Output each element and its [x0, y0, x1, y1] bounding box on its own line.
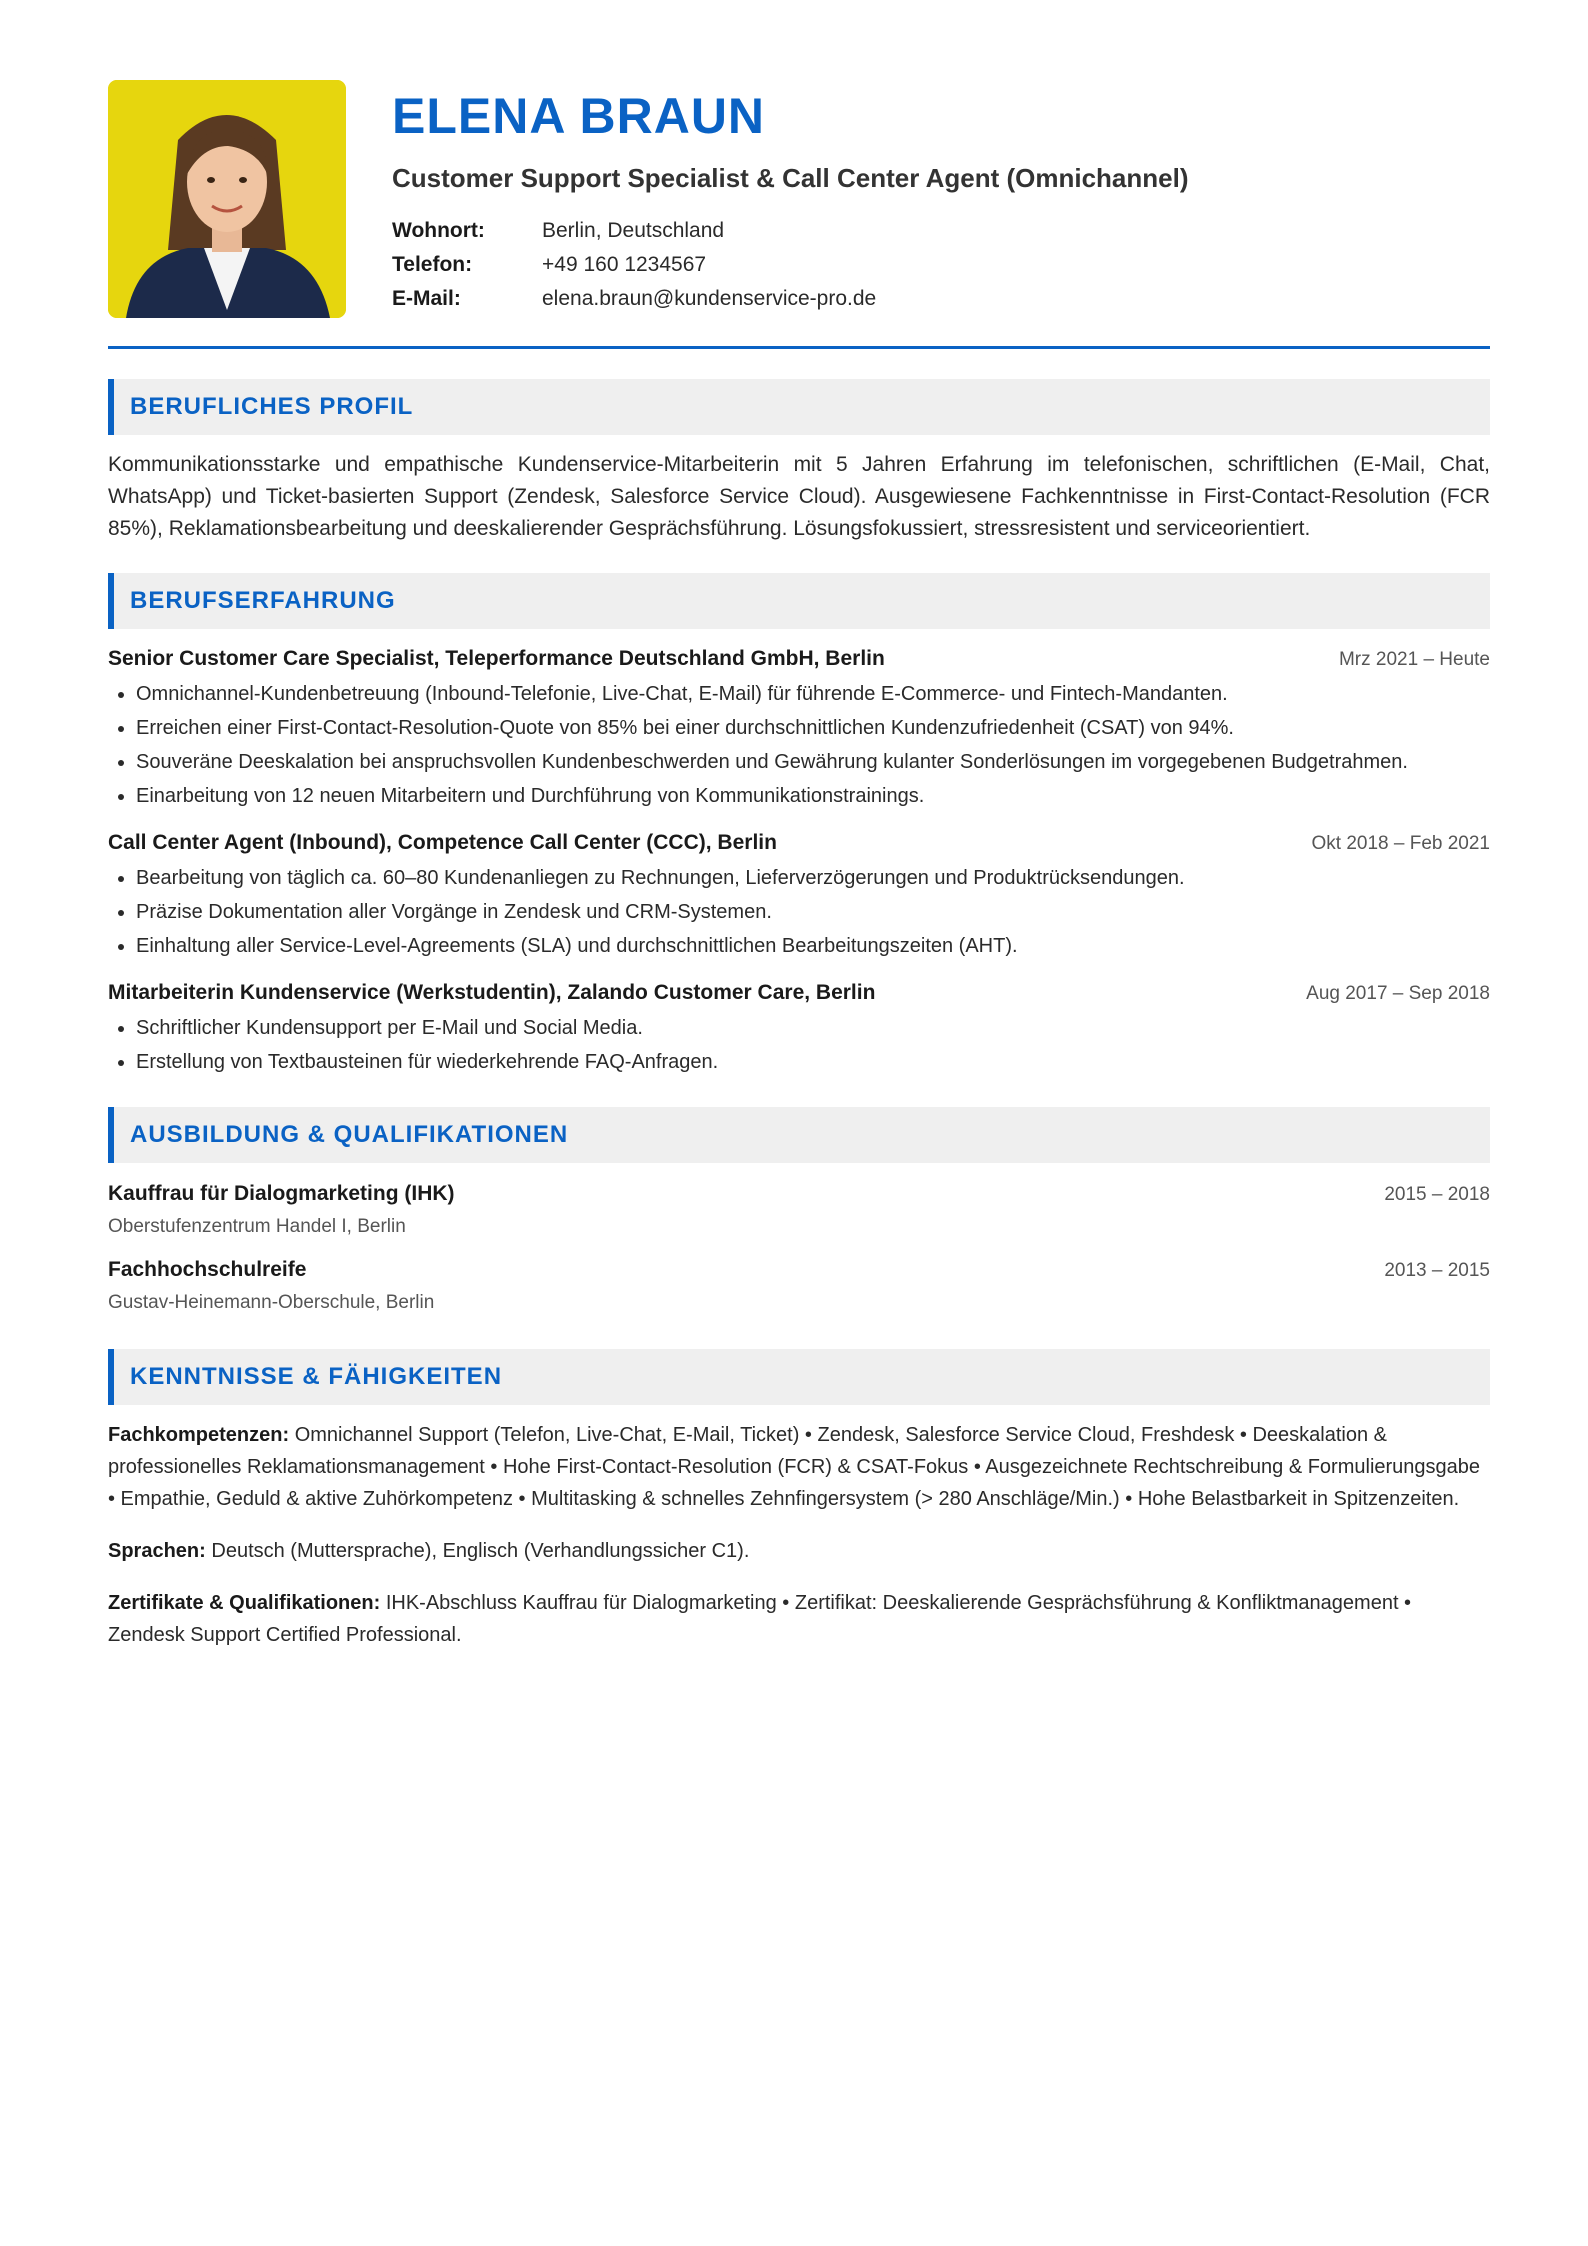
contact-label: E-Mail:: [392, 287, 461, 310]
contact-value: +49 160 1234567: [542, 253, 707, 276]
job-date: Mrz 2021 – Heute: [1338, 649, 1490, 670]
job-bullet: • Schriftlicher Kundensupport per E-Mail und Social Media.: [136, 1011, 1490, 1045]
education-header: [108, 1177, 1490, 1211]
section-heading-education: AUSBILDUNG & QUALIFIKATIONEN: [108, 1107, 1490, 1163]
education-header: [108, 1253, 1490, 1287]
job-title: Senior Customer Care Specialist, Teleperformance Deutschland GmbH, Berlin: [108, 647, 885, 670]
education-entry: [108, 1177, 1490, 1243]
skill-label: Sprachen:: [108, 1540, 206, 1562]
candidate-name: ELENA BRAUN: [392, 88, 766, 144]
candidate-title: Customer Support Specialist & Call Center Agent (Omnichannel): [392, 163, 1189, 193]
skill-text: IHK-Abschluss Kauffrau für Dialogmarketing • Zertifikat: Deeskalierende Gesprächsführung & Konfliktmanagement • Zendesk Support Certified Professional.: [108, 1592, 1412, 1646]
section-heading-skills: KENNTNISSE & FÄHIGKEITEN: [108, 1349, 1490, 1405]
job-date: Aug 2017 – Sep 2018: [1306, 983, 1490, 1004]
education-date: 2015 – 2018: [1384, 1184, 1490, 1205]
job-date: Okt 2018 – Feb 2021: [1311, 833, 1490, 854]
skill-text: Deutsch (Muttersprache), Englisch (Verhandlungssicher C1).: [211, 1540, 750, 1562]
job-bullet: • Einarbeitung von 12 neuen Mitarbeitern und Durchführung von Kommunikationstrainings.: [136, 779, 1490, 813]
job-bullet: • Bearbeitung von täglich ca. 60–80 Kundenanliegen zu Rechnungen, Lieferverzögerungen und Produktrücksendungen.: [136, 861, 1490, 895]
portrait-illustration: [108, 80, 346, 318]
job-header: [108, 977, 1490, 1009]
skill-paragraph-certificates: [108, 1587, 1490, 1651]
job-bullet: • Erreichen einer First-Contact-Resolution-Quote von 85% bei einer durchschnittlichen Kundenzufriedenheit (CSAT) von 94%.: [136, 711, 1490, 745]
education-school: Oberstufenzentrum Handel I, Berlin: [108, 1216, 406, 1237]
skill-paragraph-expertise: [108, 1419, 1490, 1515]
job-entry: [108, 977, 1490, 1079]
job-entry: [108, 827, 1490, 963]
job-entry: [108, 643, 1490, 813]
job-bullet: • Erstellung von Textbausteinen für wiederkehrende FAQ-Anfragen.: [136, 1045, 1490, 1079]
resume-content: [108, 80, 1490, 1671]
education-date: 2013 – 2015: [1384, 1260, 1490, 1281]
education-title: Fachhochschulreife: [108, 1258, 307, 1281]
skill-label: Zertifikate & Qualifikationen:: [108, 1592, 381, 1614]
contact-value: elena.braun@kundenservice-pro.de: [542, 287, 877, 310]
job-bullets: [108, 1011, 1490, 1079]
skills-list: [108, 1419, 1490, 1651]
contact-label: Wohnort:: [392, 219, 485, 242]
skill-text: Omnichannel Support (Telefon, Live-Chat, E-Mail, Ticket) • Zendesk, Salesforce Service Cloud, Freshdesk • Deeskalation & professionelles Reklamationsmanagement • Hohe First-Contact-Resolution (FCR) & CSAT-Fokus • Ausgezeichnete Rechtschreibung & Formulierungsgabe • Empathie, Geduld & aktive Zuhörkompetenz • Multitasking & schnelles Zehnfingersystem (> 280 Anschläge/Min.) • Hohe Belastbarkeit in Spitzenzeiten.: [108, 1424, 1481, 1510]
job-bullet: • Einhaltung aller Service-Level-Agreements (SLA) und durchschnittlichen Bearbeitungszeiten (AHT).: [136, 929, 1490, 963]
contact-label: Telefon:: [392, 253, 473, 276]
header-info: [392, 80, 1490, 316]
job-bullets: [108, 861, 1490, 963]
education-entry: [108, 1253, 1490, 1319]
resume-header: [108, 80, 1490, 320]
job-header: [108, 827, 1490, 859]
profile-photo: [108, 80, 346, 318]
contact-row-phone: [392, 248, 1490, 282]
job-bullets: [108, 677, 1490, 813]
header-divider: [108, 346, 1490, 349]
job-header: [108, 643, 1490, 675]
education-title: Kauffrau für Dialogmarketing (IHK): [108, 1182, 455, 1205]
education-school: Gustav-Heinemann-Oberschule, Berlin: [108, 1292, 435, 1313]
job-title: Call Center Agent (Inbound), Competence Call Center (CCC), Berlin: [108, 831, 777, 854]
job-bullet: • Omnichannel-Kundenbetreuung (Inbound-Telefonie, Live-Chat, E-Mail) für führende E-Commerce- und Fintech-Mandanten.: [136, 677, 1490, 711]
skill-label: Fachkompetenzen:: [108, 1424, 290, 1446]
contact-value: Berlin, Deutschland: [542, 219, 725, 242]
job-bullet: • Souveräne Deeskalation bei anspruchsvollen Kundenbeschwerden und Gewährung kulanter Sonderlösungen im vorgegebenen Budgetrahmen.: [136, 745, 1490, 779]
job-title: Mitarbeiterin Kundenservice (Werkstudentin), Zalando Customer Care, Berlin: [108, 981, 876, 1004]
section-heading-profile: BERUFLICHES PROFIL: [108, 379, 1490, 435]
contact-row-location: [392, 214, 1490, 248]
contact-list: [392, 214, 1490, 316]
profile-text: Kommunikationsstarke und empathische Kundenservice-Mitarbeiterin mit 5 Jahren Erfahrung im telefonischen, schriftlichen (E-Mail, Chat, WhatsApp) und Ticket-basierten Support (Zendesk, Salesforce Service Cloud). Ausgewiesene Fachkenntnisse in First-Contact-Resolution (FCR 85%), Reklamationsbearbeitung und deeskalierender Gesprächsführung. Lösungsfokussiert, stressresistent und serviceorientiert.: [108, 453, 1490, 540]
skill-paragraph-languages: [108, 1535, 1490, 1567]
section-heading-experience: BERUFSERFAHRUNG: [108, 573, 1490, 629]
job-bullet: • Präzise Dokumentation aller Vorgänge in Zendesk und CRM-Systemen.: [136, 895, 1490, 929]
contact-row-email: [392, 282, 1490, 316]
